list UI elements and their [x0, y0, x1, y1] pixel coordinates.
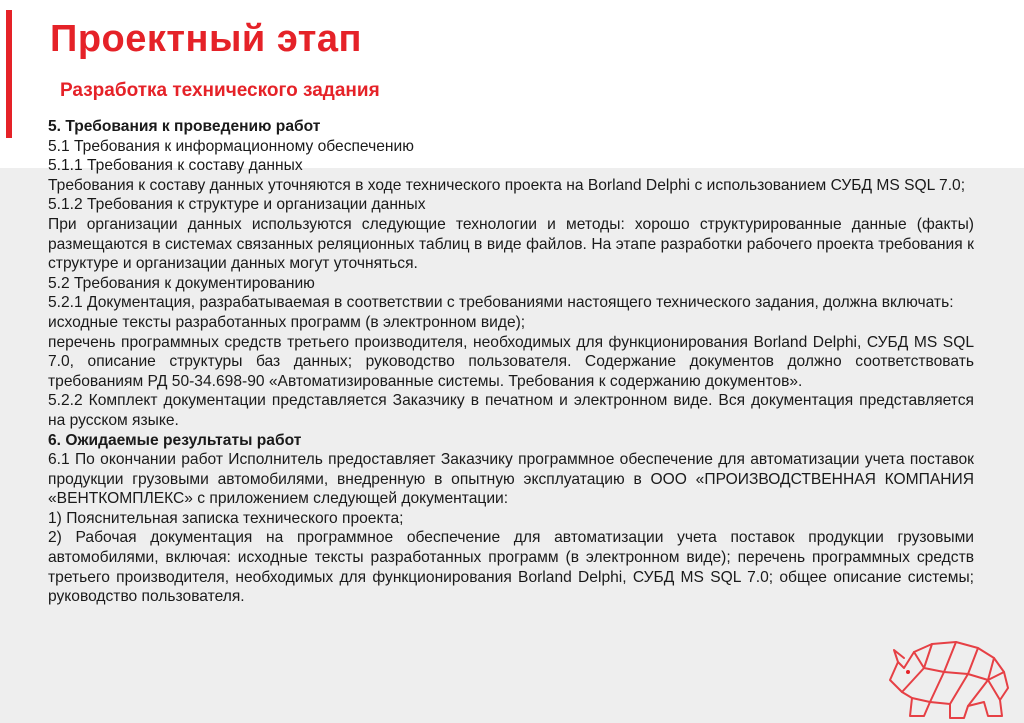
slide-title: Проектный этап [50, 18, 363, 60]
slide-subtitle: Разработка технического задания [60, 80, 380, 101]
paragraph: 5.2.1 Документация, разрабатываемая в соответствии с требованиями настоящего технического задания, должна включать: [48, 294, 954, 312]
slide-body [48, 117, 974, 607]
paragraph: 5.2.2 Комплект документации представляется Заказчику в печатном и электронном виде. Вся документация представляется на русском языке. [48, 392, 974, 429]
rhino-logo-icon [884, 628, 1014, 720]
paragraph: 5.2 Требования к документированию [48, 274, 315, 292]
paragraph: 5.1 Требования к информационному обеспечению [48, 137, 414, 155]
paragraph: При организации данных используются следующие технологии и методы: хорошо структурированные данные (факты) размещаются в системах связанных реляционных таблиц в виде файлов. На этапе разработки рабочего проекта требования к структуре и организации данных могут уточняться. [48, 215, 974, 273]
paragraph: 1) Пояснительная записка технического проекта; [48, 509, 404, 527]
paragraph: 5.1.1 Требования к составу данных [48, 157, 303, 175]
paragraph: 6.1 По окончании работ Исполнитель предоставляет Заказчику программное обеспечение для автоматизации учета поставок продукции грузовыми автомобилями, внедренную в опытную эксплуатацию в ООО «ПРОИЗВОДСТВЕННАЯ КОМПАНИЯ «ВЕНТКОМПЛЕКС» с приложением следующей документации: [48, 451, 974, 508]
paragraph: перечень программных средств третьего производителя, необходимых для функционирования Borland Delphi, СУБД MS SQL 7.0, описание структуры баз данных; руководство пользователя. Содержание документов должно соответствовать требованиям РД 50-34.698-90 «Автоматизированные системы. Требования к содержанию документов». [48, 333, 974, 390]
section-heading-6: 6. Ожидаемые результаты работ [48, 431, 302, 449]
paragraph: 2) Рабочая документация на программное обеспечение для автоматизации учета поставок продукции грузовыми автомобилями, включая: исходные тексты разработанных программ (в электронном виде); перечень программных средств третьего производителя, необходимых для функционирования Borland Delphi, СУБД MS SQL 7.0; общее описание системы; руководство пользователя. [48, 529, 974, 606]
accent-bar [6, 10, 12, 138]
section-heading-5: 5. Требования к проведению работ [48, 118, 321, 135]
paragraph: исходные тексты разработанных программ (в электронном виде); [48, 313, 526, 331]
paragraph: 5.1.2 Требования к структуре и организации данных [48, 196, 426, 214]
paragraph: Требования к составу данных уточняются в ходе технического проекта на Borland Delphi с использованием СУБД MS SQL 7.0; [48, 176, 966, 194]
rhino-eye [906, 670, 910, 674]
